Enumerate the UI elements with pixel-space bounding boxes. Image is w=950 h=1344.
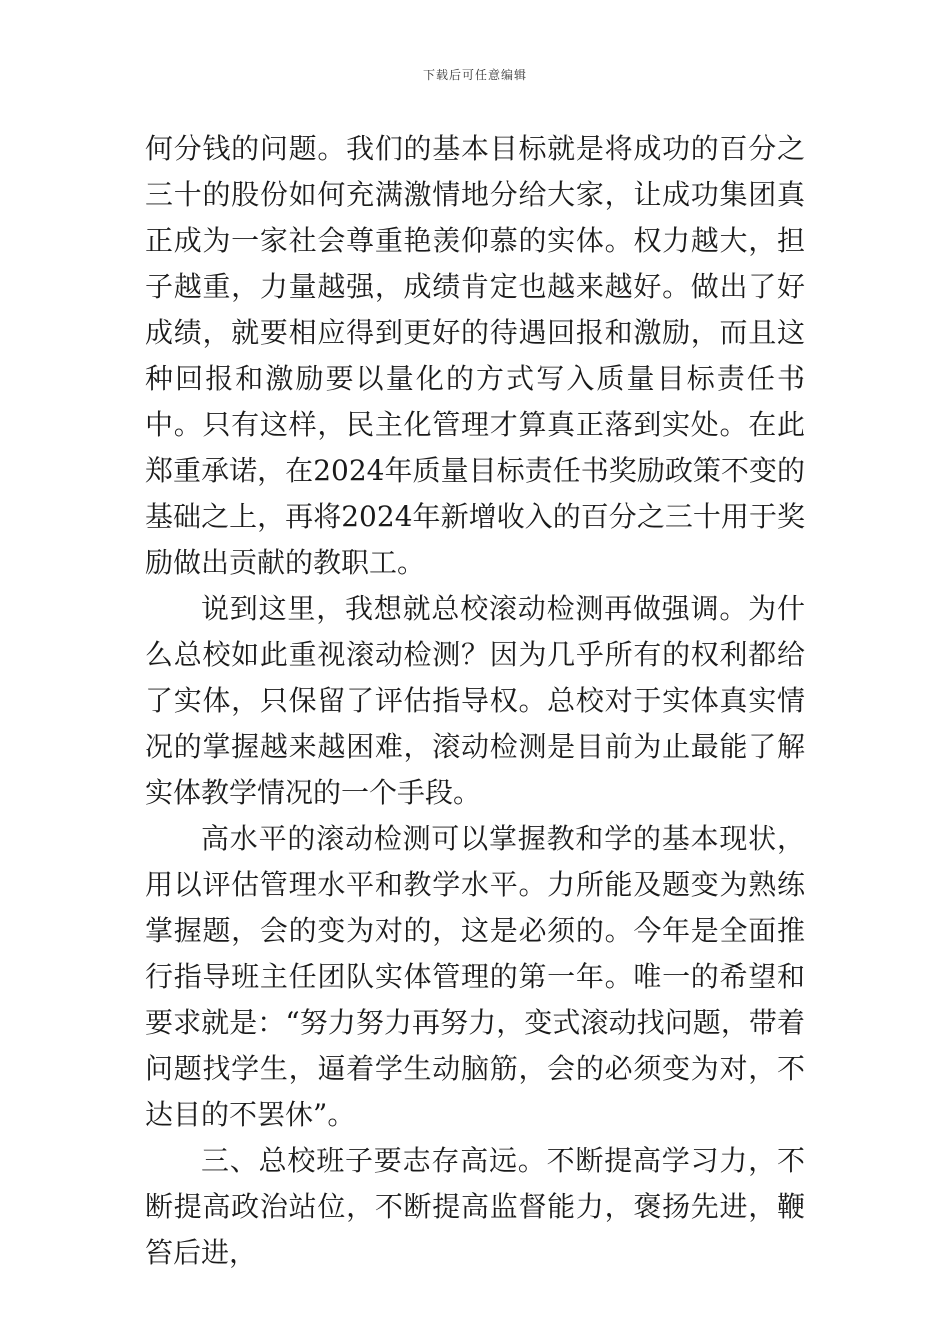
paragraph-section-three: 三、总校班子要志存高远。不断提高学习力，不断提高政治站位，不断提高监督能力，褒扬先进，鞭笞后进， bbox=[145, 1144, 805, 1269]
page-header: 下载后可任意编辑 bbox=[422, 68, 527, 82]
paragraph-high-level-test: 高水平的滚动检测可以掌握教和学的基本现状，用以评估管理水平和教学水平。力所能及题变为熟练掌握题，会的变为对的，这是必须的。今年是全面推行指导班主任团队实体管理的第一年。唯一的希望和要求就是：“努力努力再努力，变式滚动找问题，带着问题找学生，逼着学生动脑筋，会的必须变为对，不达目的不罢休”。 bbox=[145, 822, 805, 1131]
paragraph-rolling-test: 说到这里，我想就总校滚动检测再做强调。为什么总校如此重视滚动检测？因为几乎所有的权利都给了实体，只保留了评估指导权。总校对于实体真实情况的掌握越来越困难，滚动检测是目前为止最能了解实体教学情况的一个手段。 bbox=[145, 592, 805, 809]
paragraph-continuation: 何分钱的问题。我们的基本目标就是将成功的百分之三十的股份如何充满激情地分给大家，让成功集团真正成为一家社会尊重艳羡仰慕的实体。权力越大，担子越重，力量越强，成绩肯定也越来越好。做出了好成绩，就要相应得到更好的待遇回报和激励，而且这种回报和激励要以量化的方式写入质量目标责任书中。只有这样，民主化管理才算真正落到实处。在此郑重承诺，在2024年质量目标责任书奖励政策不变的基础之上，再将2024年新增收入的百分之三十用于奖励做出贡献的教职工。 bbox=[145, 132, 805, 579]
document-body bbox=[145, 126, 805, 1276]
